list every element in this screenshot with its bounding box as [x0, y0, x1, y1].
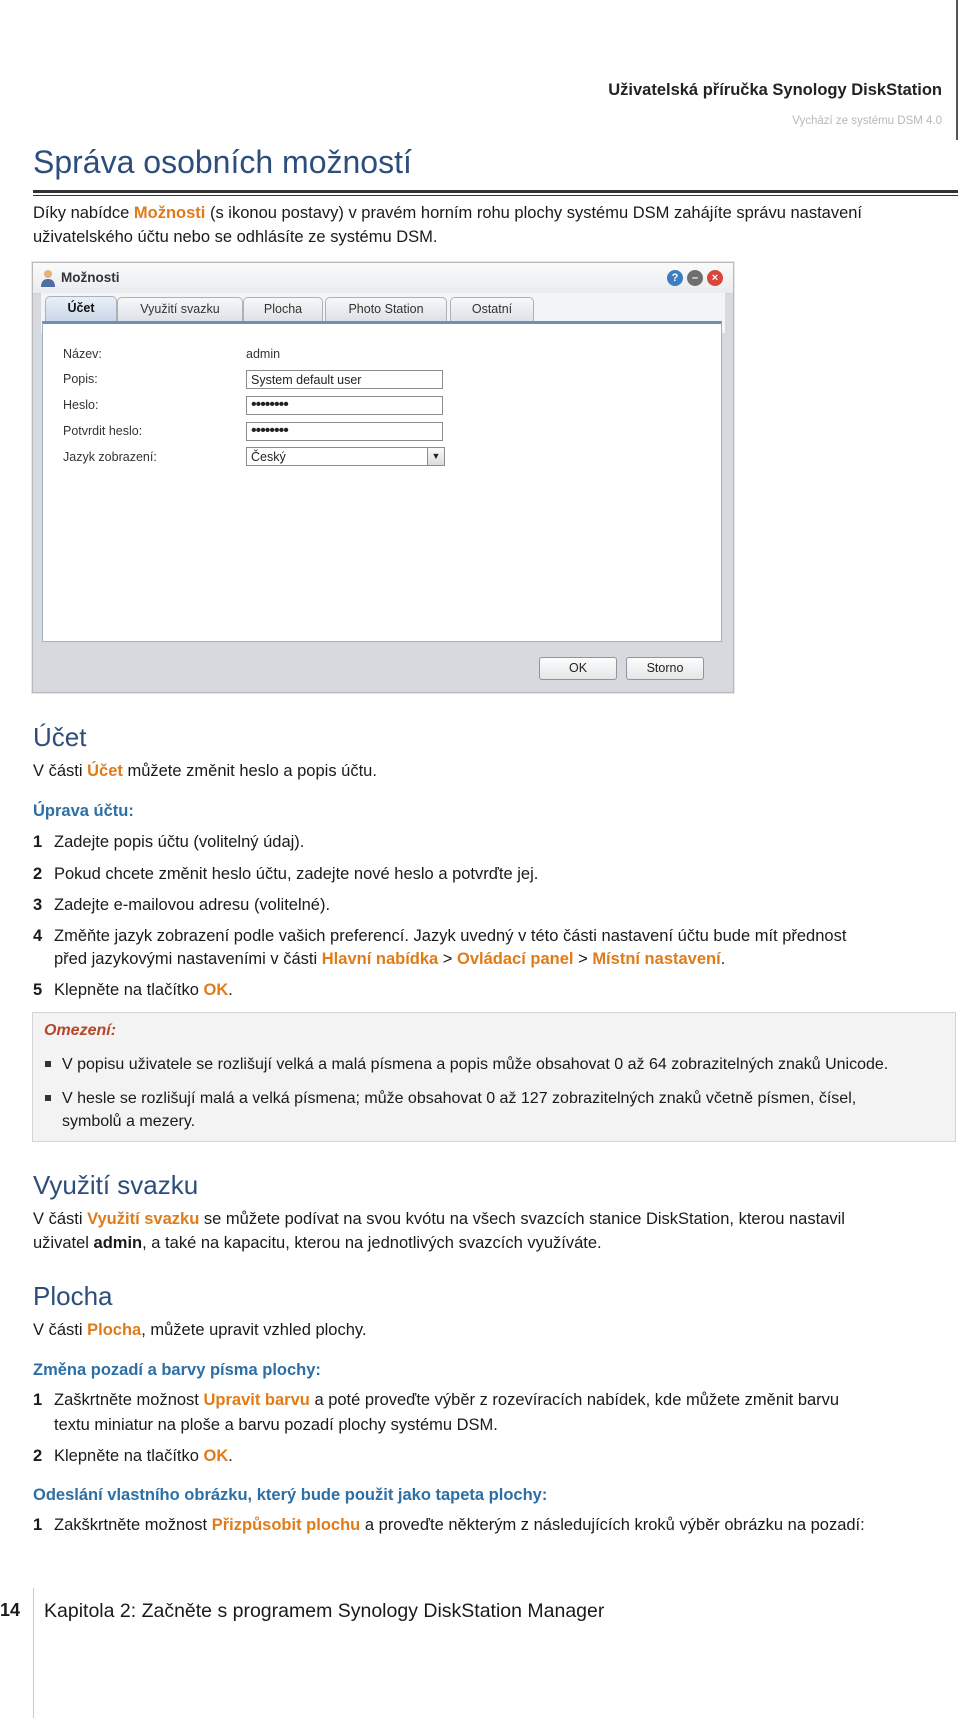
step-4-text-line1: Změňte jazyk zobrazení podle vašich preferencí. Jazyk uvedný v této části nastavení účtu bude mít přednost: [54, 927, 847, 945]
password-input[interactable]: ••••••••: [246, 396, 443, 415]
header-divider: [956, 0, 958, 140]
section-heading-ucet: Účet: [33, 722, 87, 752]
language-label: Jazyk zobrazení:: [63, 450, 157, 464]
name-label: Název:: [63, 347, 102, 361]
svazek-paragraph: V části Využití svazku se můžete podívat na svou kvótu na všech svazcích stanice DiskStation, kterou nastavil uživatel admin, a také na kapacitu, kterou na jednotlivých svazcích využíváte.: [33, 1210, 845, 1252]
step-2-text: Pokud chcete změnit heslo účtu, zadejte nové heslo a potvrďte jej.: [54, 865, 539, 883]
note-bullet-1: V popisu uživatele se rozlišují velká a malá písmena a popis může obsahovat 0 až 64 zobrazitelných znaků Unicode.: [62, 1056, 889, 1073]
list-item: 2: [33, 865, 43, 883]
link-plocha[interactable]: Plocha: [87, 1321, 142, 1339]
page-title: Správa osobních možností: [33, 144, 412, 180]
step-5-text: Klepněte na tlačítko OK.: [54, 981, 233, 999]
confirm-password-label: Potvrdit heslo:: [63, 424, 143, 438]
plocha-step-1-line1: Zaškrtněte možnost Upravit barvu a poté proveďte výběr z rozevíracích nabídek, kde můžete změnit barvu: [54, 1391, 840, 1409]
dialog-title: Možnosti: [61, 270, 120, 285]
plocha-step-1-line2: textu miniatur na ploše a barvu pozadí plochy systému DSM.: [54, 1416, 498, 1434]
note-bullet-2-line1: V hesle se rozlišují malá a velká písmena; může obsahovat 0 až 127 zobrazitelných znaků včetně písmen, čísel,: [62, 1090, 857, 1107]
tab-ostatni[interactable]: Ostatní: [450, 297, 534, 321]
close-icon[interactable]: ×: [707, 270, 723, 286]
user-icon: [40, 269, 56, 287]
bullet-icon: [45, 1061, 51, 1067]
list-item: 1: [33, 833, 43, 851]
plocha-step-2: Klepněte na tlačítko OK.: [54, 1447, 233, 1465]
name-value: admin: [246, 347, 281, 361]
step-4-text-line2: před jazykovými nastaveními v části Hlavní nabídka > Ovládací panel > Místní nastavení.: [54, 950, 726, 968]
step-3-text: Zadejte e-mailovou adresu (volitelné).: [54, 896, 331, 914]
note-title: Omezení:: [44, 1022, 117, 1039]
link-ovladaci-panel[interactable]: Ovládací panel: [457, 950, 574, 968]
link-vyuziti-svazku[interactable]: Využití svazku: [87, 1210, 200, 1228]
list-item: 1: [33, 1516, 43, 1534]
link-prizpusobit-plochu[interactable]: Přizpůsobit plochu: [211, 1516, 361, 1534]
title-rule-thin: [33, 195, 958, 196]
language-select[interactable]: [246, 447, 445, 466]
title-rule: [33, 190, 958, 193]
bullet-icon: [45, 1095, 51, 1101]
link-ucet[interactable]: Účet: [87, 762, 123, 780]
link-hlavni-nabidka[interactable]: Hlavní nabídka: [321, 950, 439, 968]
tab-plocha[interactable]: Plocha: [243, 297, 323, 321]
password-label: Heslo:: [63, 398, 99, 412]
ok-button[interactable]: OK: [539, 657, 617, 680]
footer-divider: [33, 1588, 34, 1718]
link-moznosti[interactable]: Možnosti: [133, 204, 206, 222]
section-heading-vyuziti-svazku: Využití svazku: [33, 1170, 199, 1200]
language-select-value: Český: [251, 450, 286, 464]
link-upravit-barvu[interactable]: Upravit barvu: [203, 1391, 310, 1409]
link-mistni-nastaveni[interactable]: Místní nastavení: [592, 950, 721, 968]
header-title: Uživatelská příručka Synology DiskStation: [608, 81, 942, 99]
list-item: 4: [33, 927, 43, 945]
desc-label: Popis:: [63, 372, 98, 386]
chevron-down-icon[interactable]: ▼: [427, 448, 444, 465]
plocha-intro: V části Plocha, můžete upravit vzhled plochy.: [33, 1321, 367, 1339]
intro-paragraph: Díky nabídce Možnosti (s ikonou postavy) v pravém horním rohu plochy systému DSM zahájíte správu nastavení uživatelského účtu nebo se odhlásíte ze systému DSM.: [33, 204, 863, 246]
subheading-uprava-uctu: Úprava účtu:: [33, 802, 134, 820]
dialog-titlebar: [33, 263, 733, 294]
tab-ucet[interactable]: Účet: [45, 296, 117, 322]
tab-photo-station[interactable]: Photo Station: [325, 297, 447, 321]
list-item: 2: [33, 1447, 43, 1465]
help-icon[interactable]: ?: [667, 270, 683, 286]
subheading-zmena-pozadi: Změna pozadí a barvy písma plochy:: [33, 1361, 321, 1379]
confirm-password-input[interactable]: ••••••••: [246, 422, 443, 441]
step-1-text: Zadejte popis účtu (volitelný údaj).: [54, 833, 305, 851]
page-number: 14: [0, 1600, 21, 1620]
footer-chapter: Kapitola 2: Začněte s programem Synology DiskStation Manager: [44, 1600, 605, 1622]
ucet-intro: V části Účet můžete změnit heslo a popis účtu.: [33, 762, 377, 780]
note-bullet-2-line2: symbolů a mezery.: [62, 1113, 196, 1130]
plocha-step-3: Zakškrtněte možnost Přizpůsobit plochu a proveďte některým z následujících kroků výběr obrázku na pozadí:: [54, 1516, 865, 1534]
list-item: 1: [33, 1391, 43, 1409]
list-item: 3: [33, 896, 43, 914]
section-heading-plocha: Plocha: [33, 1281, 113, 1311]
list-item: 5: [33, 981, 43, 999]
subheading-tapeta: Odeslání vlastního obrázku, který bude použit jako tapeta plochy:: [33, 1486, 548, 1504]
header-subtitle: Vychází ze systému DSM 4.0: [792, 115, 942, 127]
cancel-button[interactable]: Storno: [626, 657, 704, 680]
minimize-icon[interactable]: –: [687, 270, 703, 286]
tab-vyuziti-svazku[interactable]: Využití svazku: [117, 297, 243, 321]
description-input[interactable]: System default user: [246, 370, 443, 389]
